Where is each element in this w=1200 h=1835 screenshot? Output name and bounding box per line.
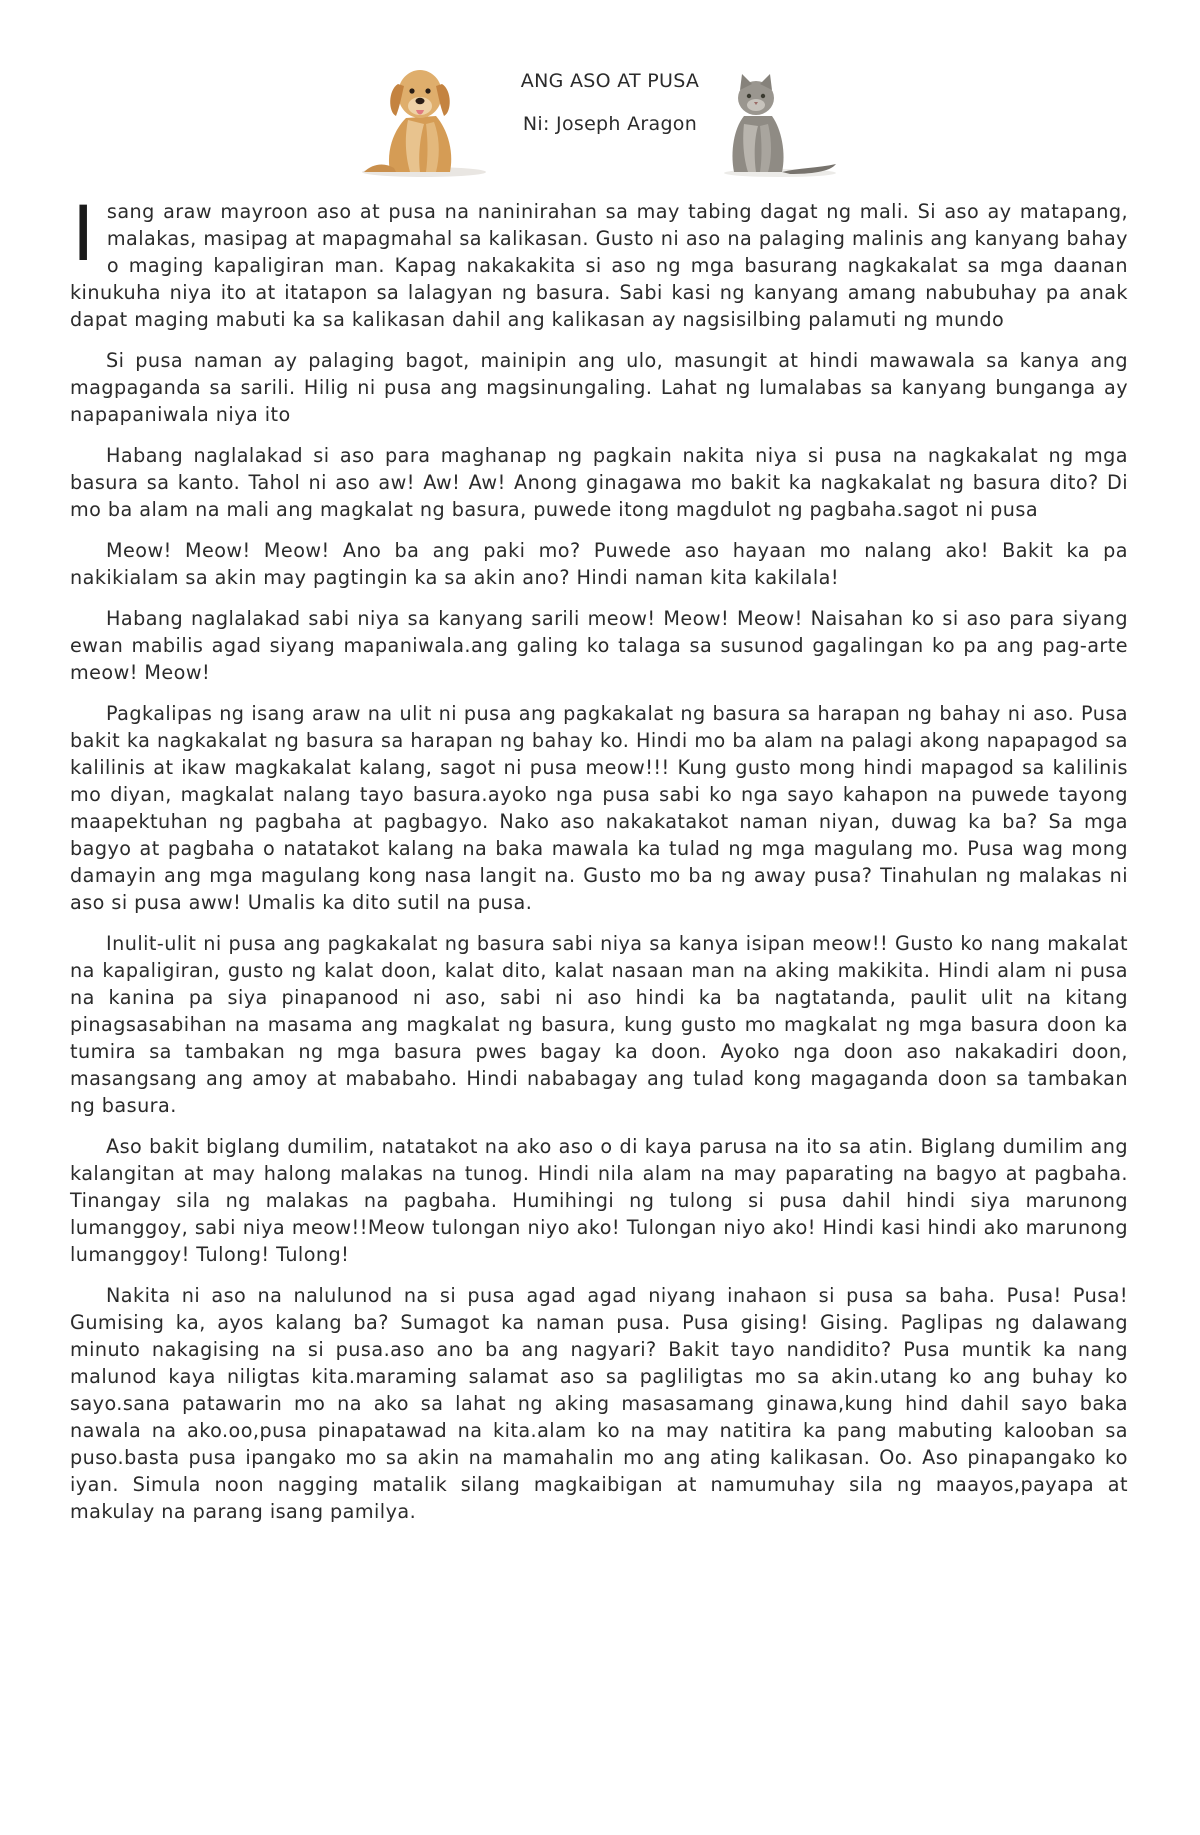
document-page [70,0,1128,1835]
story-paragraph-4: Meow! Meow! Meow! Ano ba ang paki mo? Puwede aso hayaan mo nalang ako! Bakit ka pa nakikialam sa akin may pagtingin ka sa akin ano? Hindi naman kita kakilala! [70,539,1128,589]
story-paragraph-7: Inulit-ulit ni pusa ang pagkakalat ng basura sabi niya sa kanya isipan meow!! Gusto ko nang makalat na kapaligiran, gusto ng kalat doon, kalat dito, kalat nasaan man na aking makikita. Hindi alam ni pusa na kanina pa siya pinapanood ni aso, sabi ni aso hindi ka ba nagtatanda, paulit ulit na kitang pinagsasabihan na masama ang magkalat ng basura, kung gusto mo magkalat ng mga basura doon ka tumira sa tambakan ng mga basura pwes bagay ka doon. Ayoko nga doon aso nakakadiri doon, masangsang ang amoy at mababaho. Hindi nababagay ang tulad kong magaganda doon sa tambakan ng basura. [70,932,1128,1117]
cat-illustration [720,72,842,177]
story-paragraph-3: Habang naglalakad si aso para maghanap ng pagkain nakita niya si pusa na nagkakalat ng mga basura sa kanto. Tahol ni aso aw! Aw! Aw! Anong ginagawa mo bakit ka nagkakalat ng basura dito? Di mo ba alam na mali ang magkalat ng basura, puwede itong magdulot ng pagbaha.sagot ni pusa [70,444,1128,521]
drop-cap: I [72,189,95,278]
story-paragraph-6: Pagkalipas ng isang araw na ulit ni pusa ang pagkakalat ng basura sa harapan ng bahay ni aso. Pusa bakit ka nagkakalat ng basura sa harapan ng bahay ko. Hindi mo ba alam na palagi akong napapagod sa kalilinis at ikaw magkakalat kalang, sagot ni pusa meow!!! Kung gusto mong hindi mapagod sa kalilinis mo diyan, magkalat nalang tayo basura.ayoko nga pusa sabi ko nga sayo kahapon na puwede tayong maapektuhan ng pagbaha at pagbagyo. Nako aso nakakatakot naman niyan, duwag ka ba? Sa mga bagyo at pagbaha o natatakot kalang na baka mawala ka tulad ng mga magulang mo. Pusa wag mong damayin ang mga magulang kong nasa langit na. Gusto mo ba ng away pusa? Tinahulan ng malakas ni aso si pusa aww! Umalis ka dito sutil na pusa. [70,702,1128,914]
document-header [70,52,1128,182]
story-paragraph-1 [70,189,1128,333]
story-paragraph-5: Habang naglalakad sabi niya sa kanyang sarili meow! Meow! Meow! Naisahan ko si aso para siyang ewan mabilis agad siyang mapaniwala.ang galing ko talaga sa susunod gagalingan ko pa ang pag-arte meow! Meow! [70,607,1128,684]
story-paragraph-8: Aso bakit biglang dumilim, natatakot na ako aso o di kaya parusa na ito sa atin. Biglang dumilim ang kalangitan at may halong malakas na tunog. Hindi nila alam na may paparating na bagyo at pagbaha. Tinangay sila ng malakas na pagbaha. Humihingi ng tulong si pusa dahil hindi siya marunong lumanggoy, sabi niya meow!!Meow tulongan niyo ako! Tulongan niyo ako! Hindi kasi hindi ako marunong lumanggoy! Tulong! Tulong! [70,1135,1128,1266]
story-paragraph-2: Si pusa naman ay palaging bagot, mainipin ang ulo, masungit at hindi mawawala sa kanya ang magpaganda sa sarili. Hilig ni pusa ang magsinungaling. Lahat ng lumalabas sa kanyang bunganga ay napapaniwala niya ito [70,349,1128,426]
story-body [70,189,1128,1539]
story-author: Ni: Joseph Aragon [522,113,698,135]
paragraph-text: sang araw mayroon aso at pusa na naninirahan sa may tabing dagat ng mali. Si aso ay matapang, malakas, masipag at mapagmahal sa kalikasan. Gusto ni aso na palaging malinis ang kanyang bahay o maging kapaligiran man. Kapag nakakakita si aso ng mga basurang nagkakalat sa mga daanan kinukuha niya ito at itatapon sa lalagyan ng basura. Sabi kasi ng kanyang amang nabubuhay pa anak dapat maging mabuti ka sa kalikasan dahil ang kalikasan ay nagsisilbing palamuti ng mundo [70,200,1128,331]
story-paragraph-9: Nakita ni aso na nalulunod na si pusa agad agad niyang inahaon si pusa sa baha. Pusa! Pusa! Gumising ka, ayos kalang ba? Sumagot ka naman pusa. Pusa gising! Gising. Paglipas ng dalawang minuto nakagising na si pusa.aso ano ba ang nagyari? Bakit tayo nandidito? Pusa muntik ka nang malunod kaya niligtas kita.maraming salamat aso sa pagliligtas mo sa akin.utang ko ang buhay ko sayo.sana patawarin mo na ako sa lahat ng aking masasamang ginawa,kung hind dahil sayo baka nawala na ako.oo,pusa pinapatawad na kita.alam ko na may natitira ka pang mabuting kalooban sa puso.basta pusa ipangako mo sa akin na mamahalin mo ang ating kalikasan. Oo. Aso pinapangako ko iyan. Simula noon nagging matalik silang magkaibigan at namumuhay sila ng maayos,payapa at makulay na parang isang pamilya. [70,1284,1128,1523]
story-title: ANG ASO AT PUSA [520,70,700,92]
